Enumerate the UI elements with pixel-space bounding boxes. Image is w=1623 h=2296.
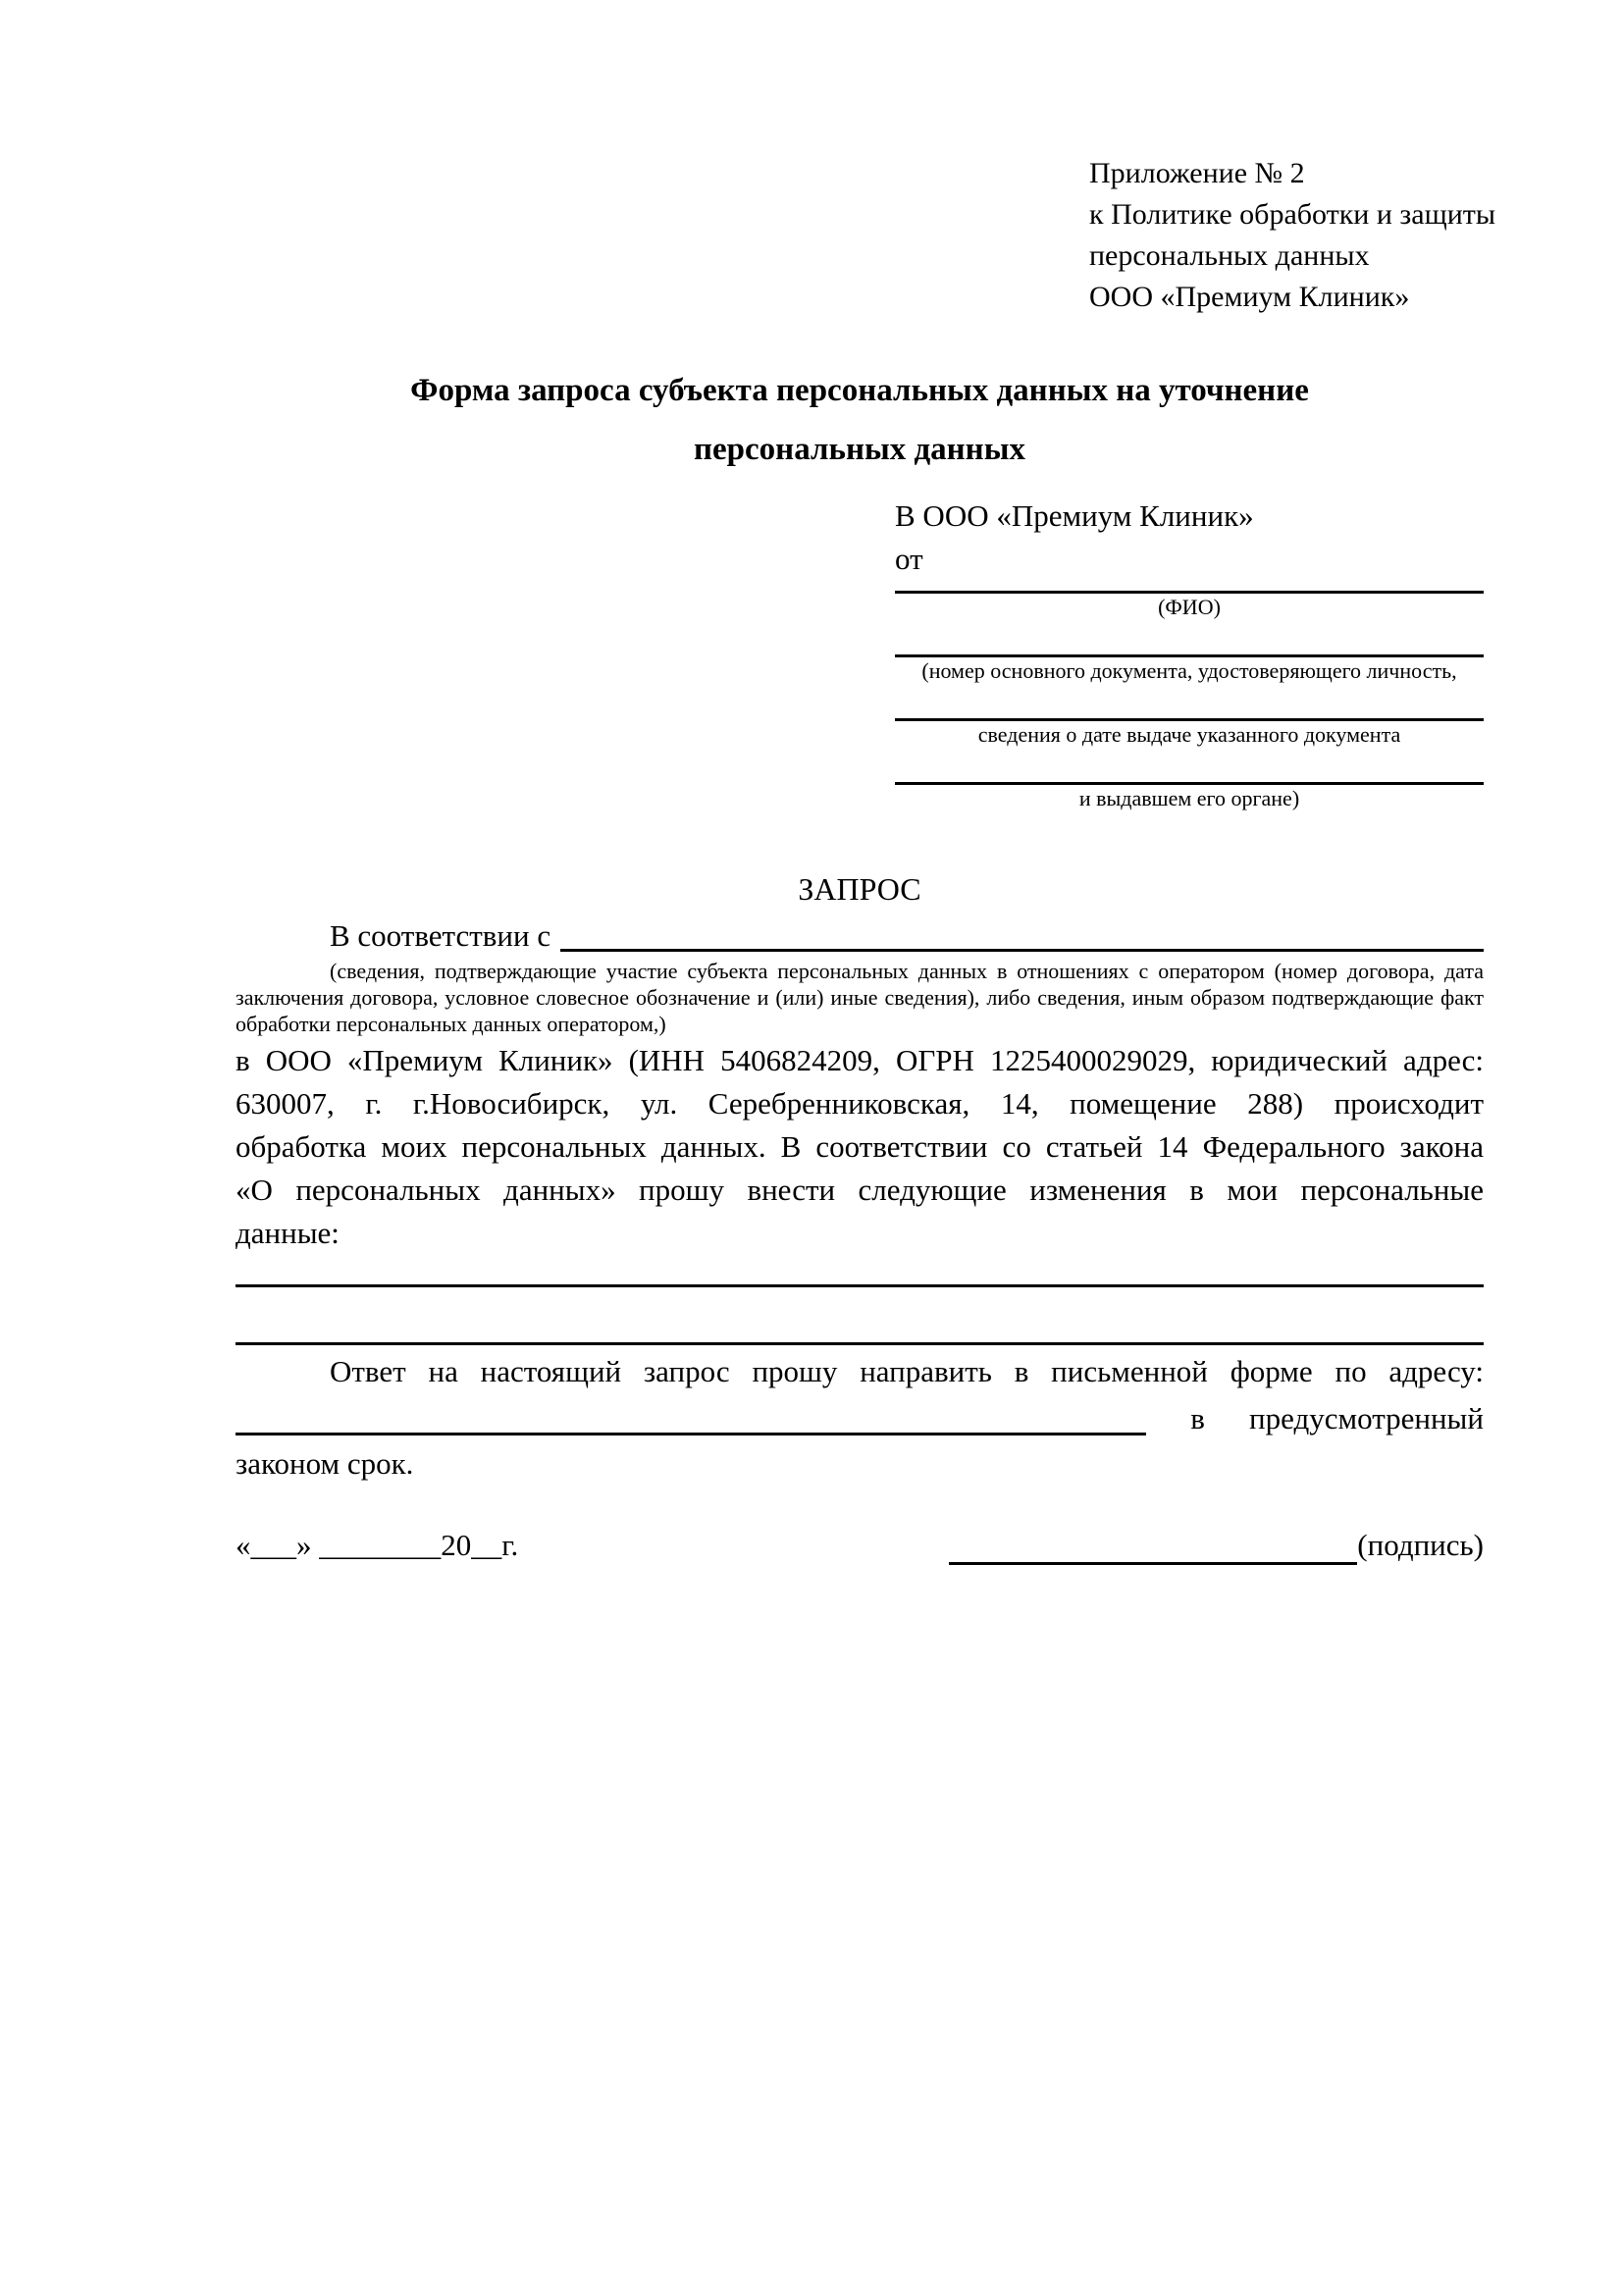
annex-note-line: Приложение № 2	[1089, 157, 1305, 189]
basis-blank-line	[560, 914, 1484, 952]
address-blank-line	[236, 1394, 1146, 1435]
fio-blank-line	[895, 581, 1484, 594]
reply-line-3: законом срок.	[236, 1446, 414, 1481]
signature-group	[949, 1526, 1484, 1565]
issuing-authority-blank-line	[895, 749, 1484, 785]
reply-word-v: в	[1190, 1401, 1205, 1435]
reply-line-1: Ответ на настоящий запрос прошу направить в письменной форме по адресу:	[330, 1354, 1484, 1388]
annex-note-line: персональных данных	[1089, 239, 1370, 272]
footer-row	[236, 1526, 1484, 1565]
annex-note	[1089, 153, 1496, 318]
addressee-block	[895, 495, 1484, 812]
addressee-from-label: от	[895, 542, 923, 576]
reply-word-term: предусмотренный	[1249, 1401, 1484, 1435]
form-title	[236, 361, 1484, 479]
changes-blank-line-1	[236, 1255, 1484, 1287]
issue-date-caption: сведения о дате выдаче указанного документа	[977, 722, 1401, 747]
fine-print-note: (сведения, подтверждающие участие субъекта персональных данных в отношениях с оператором (номер договора, дата заключения договора, условное словесное обозначение и (или) иные сведения), либо сведения, иным образом подтверждающие факт обработки персональных данных оператором,)	[236, 959, 1484, 1036]
issuing-authority-caption: и выдавшем его органе)	[1078, 786, 1300, 810]
fio-caption: (ФИО)	[1158, 595, 1221, 619]
changes-blank-line-2	[236, 1287, 1484, 1345]
annex-note-line: к Политике обработки и защиты	[1089, 198, 1496, 231]
intro-prefix: В соответствии с	[330, 918, 551, 953]
document-number-caption: (номер основного документа, удостоверяющего личность,	[921, 658, 1457, 683]
reply-line-2	[236, 1394, 1484, 1441]
form-title-line: Форма запроса субъекта персональных данных на уточнение	[410, 373, 1309, 408]
signature-caption: (подпись)	[1357, 1528, 1484, 1562]
document-number-blank-line	[895, 621, 1484, 657]
intro-row	[236, 914, 1484, 958]
issue-date-blank-line	[895, 685, 1484, 721]
addressee-to: В ООО «Премиум Клиник»	[895, 498, 1254, 533]
form-title-line: персональных данных	[694, 432, 1025, 467]
date-blank: «___» ________20__г.	[236, 1528, 519, 1562]
request-body: в ООО «Премиум Клиник» (ИНН 5406824209, ОГРН 1225400029029, юридический адрес: 630007, г. г.Новосибирск, ул. Серебренниковская, 14, помещение 288) происходит обработка моих персональных данных. В соответствии со статьей 14 Федерального закона «О персональных данных» прошу внести следующие изменения в мои персональные данные:	[236, 1043, 1484, 1250]
annex-note-line: ООО «Премиум Клиник»	[1089, 281, 1410, 313]
signature-blank-line	[949, 1529, 1357, 1565]
request-heading: ЗАПРОС	[798, 871, 921, 907]
